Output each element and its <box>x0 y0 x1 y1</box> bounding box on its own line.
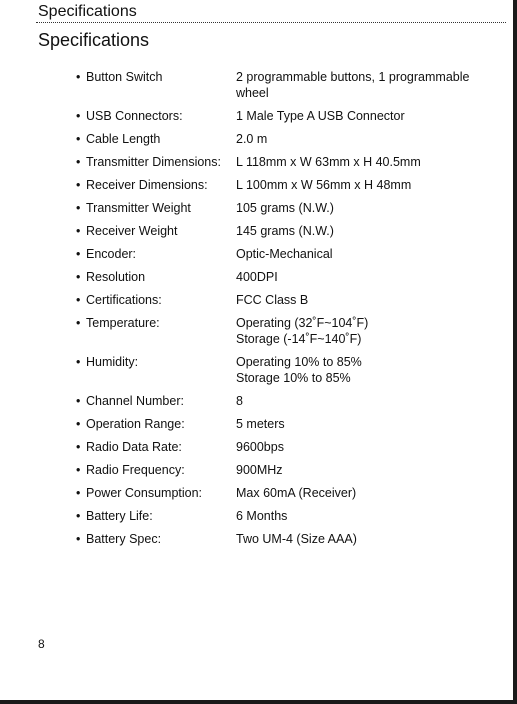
spec-label: • Transmitter Weight <box>76 200 236 216</box>
spec-value: L 100mm x W 56mm x H 48mm <box>236 178 412 192</box>
spec-label: • Encoder: <box>76 246 236 262</box>
spec-row-radio-frequency <box>76 462 496 478</box>
spec-label: • Resolution <box>76 269 236 285</box>
spec-label: • Receiver Weight <box>76 223 236 239</box>
spec-value: Optic-Mechanical <box>236 247 333 261</box>
spec-value: 5 meters <box>236 417 285 431</box>
spec-value: Two UM-4 (Size AAA) <box>236 532 357 546</box>
spec-label: • Temperature: <box>76 315 236 347</box>
spec-value: 900MHz <box>236 463 283 477</box>
spec-value: 6 Months <box>236 509 288 523</box>
spec-row-resolution <box>76 269 496 285</box>
spec-row-encoder <box>76 246 496 262</box>
spec-row-channel-number <box>76 393 496 409</box>
scan-right-edge <box>513 0 517 704</box>
running-header-title: Specifications <box>38 3 137 20</box>
spec-row-operation-range <box>76 416 496 432</box>
scan-bottom-edge <box>0 700 517 704</box>
spec-label: • USB Connectors: <box>76 108 236 124</box>
header-dotted-rule <box>36 22 506 23</box>
spec-row-usb-connectors <box>76 108 496 124</box>
spec-value: 9600bps <box>236 440 284 454</box>
spec-row-button-switch <box>76 69 496 101</box>
spec-row-temperature <box>76 315 496 347</box>
spec-label: • Battery Spec: <box>76 531 236 547</box>
spec-label: • Certifications: <box>76 292 236 308</box>
spec-row-cable-length <box>76 131 496 147</box>
spec-label: • Transmitter Dimensions: <box>76 154 236 170</box>
spec-value: Max 60mA (Receiver) <box>236 486 357 500</box>
spec-label: • Radio Frequency: <box>76 462 236 478</box>
spec-value: FCC Class B <box>236 293 309 307</box>
page-number: 8 <box>38 637 45 651</box>
spec-row-receiver-weight <box>76 223 496 239</box>
spec-row-power-consumption <box>76 485 496 501</box>
spec-row-radio-data-rate <box>76 439 496 455</box>
spec-label: • Button Switch <box>76 69 236 101</box>
spec-label: • Radio Data Rate: <box>76 439 236 455</box>
spec-label: • Power Consumption: <box>76 485 236 501</box>
spec-value: 145 grams (N.W.) <box>236 224 334 238</box>
spec-label: • Channel Number: <box>76 393 236 409</box>
spec-label: • Operation Range: <box>76 416 236 432</box>
spec-value: 400DPI <box>236 270 278 284</box>
spec-label: • Battery Life: <box>76 508 236 524</box>
spec-row-certifications <box>76 292 496 308</box>
spec-row-receiver-dimensions <box>76 177 496 193</box>
specifications-list <box>76 69 496 554</box>
spec-row-battery-life <box>76 508 496 524</box>
spec-row-humidity <box>76 354 496 386</box>
spec-label: • Cable Length <box>76 131 236 147</box>
spec-row-transmitter-dimensions <box>76 154 496 170</box>
spec-row-battery-spec <box>76 531 496 547</box>
spec-value: Operating 10% to 85% Storage 10% to 85% <box>236 355 362 385</box>
spec-value: 2 programmable buttons, 1 programmable wheel <box>236 70 470 100</box>
spec-row-transmitter-weight <box>76 200 496 216</box>
spec-value: L 118mm x W 63mm x H 40.5mm <box>236 155 421 169</box>
spec-value: 1 Male Type A USB Connector <box>236 109 405 123</box>
page-title: Specifications <box>38 30 150 50</box>
spec-label: • Receiver Dimensions: <box>76 177 236 193</box>
spec-value: 2.0 m <box>236 132 268 146</box>
spec-label: • Humidity: <box>76 354 236 386</box>
spec-value: Operating (32˚F~104˚F) Storage (-14˚F~140˚F) <box>236 316 369 346</box>
spec-value: 105 grams (N.W.) <box>236 201 334 215</box>
spec-value: 8 <box>236 394 243 408</box>
